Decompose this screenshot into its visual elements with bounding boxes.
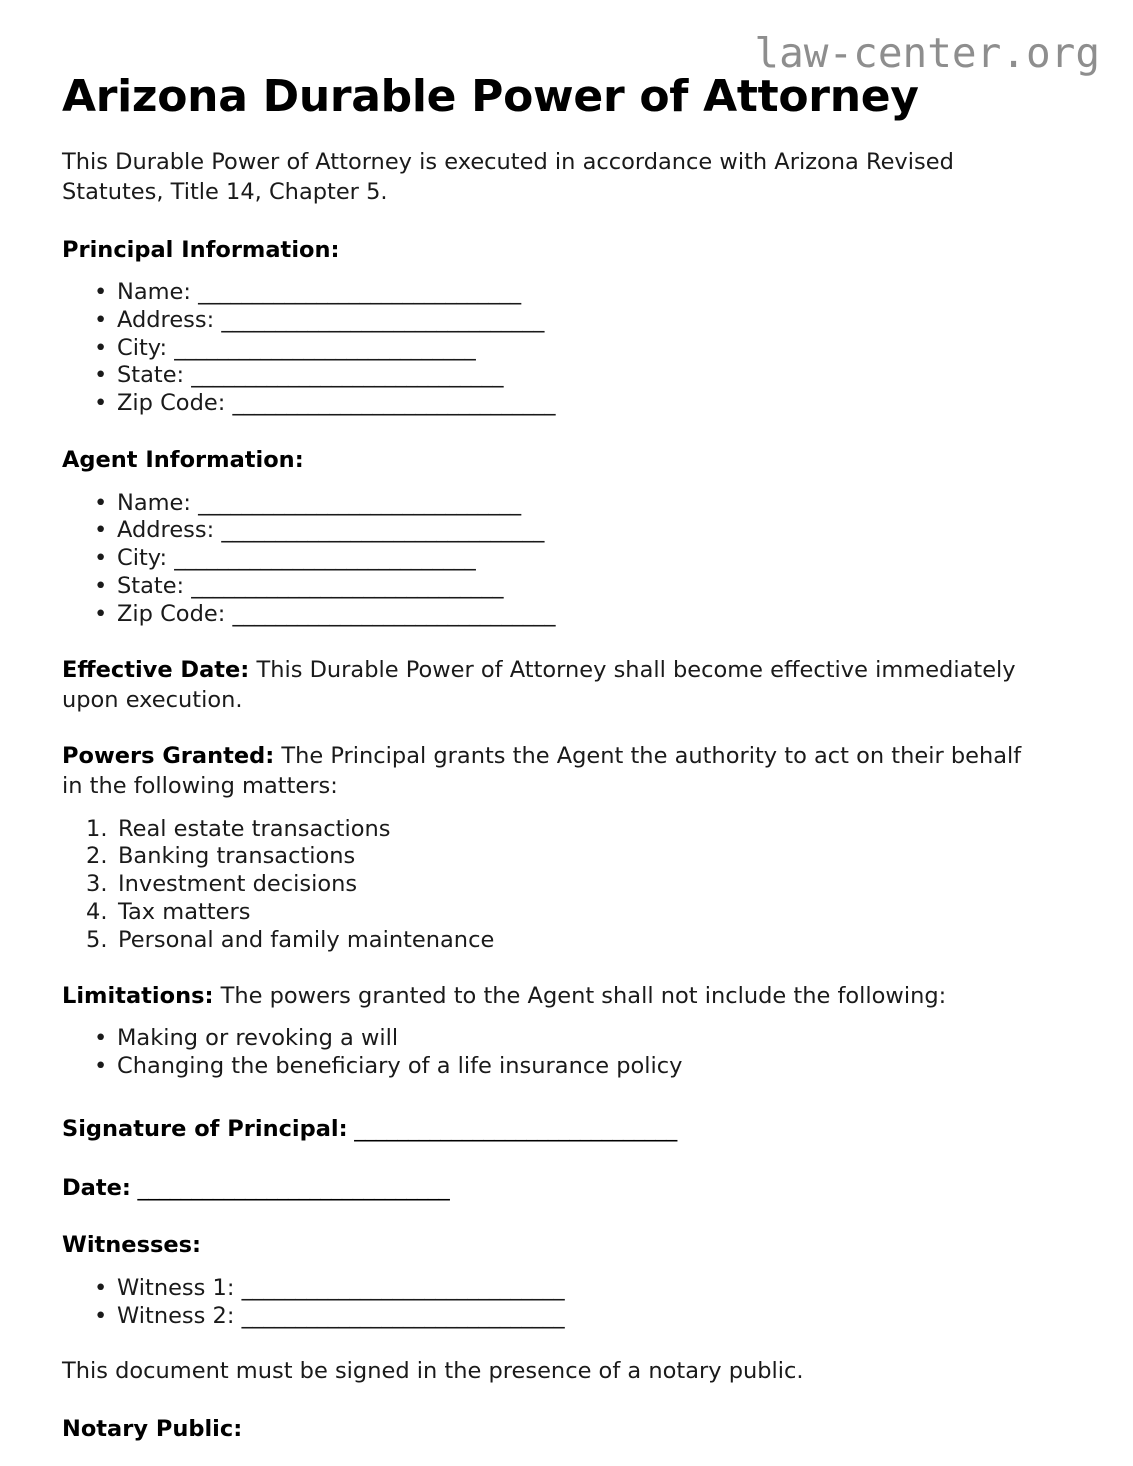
principal-information-heading: Principal Information: bbox=[62, 236, 340, 263]
signature-of-principal-line bbox=[62, 1081, 1047, 1144]
site-watermark: law-center.org bbox=[754, 29, 1100, 77]
field-blank-line[interactable]: ____________________________ bbox=[174, 545, 476, 572]
field-label: Address: bbox=[117, 517, 222, 544]
field-label: Name: bbox=[117, 278, 199, 305]
signature-blank-line[interactable]: ______________________________ bbox=[347, 1115, 677, 1142]
list-item: Real estate transactions bbox=[118, 815, 391, 842]
signature-label: Signature of Principal: bbox=[62, 1115, 348, 1142]
field-blank-line[interactable]: ______________________________ bbox=[232, 601, 555, 628]
date-line bbox=[62, 1144, 1047, 1203]
field-label: Name: bbox=[117, 489, 199, 516]
field-label: City: bbox=[117, 545, 175, 572]
powers-granted-label: Powers Granted: bbox=[62, 743, 275, 770]
list-item: Personal and family maintenance bbox=[118, 927, 495, 954]
agent-fields-list bbox=[62, 476, 1047, 629]
list-item: • Making or revoking a will bbox=[62, 1025, 1047, 1053]
list-item: Tax matters bbox=[118, 899, 251, 926]
notary-note-paragraph: This document must be signed in the presence of a notary public. bbox=[62, 1358, 804, 1385]
list-item: Banking transactions bbox=[118, 843, 356, 870]
powers-granted-paragraph bbox=[62, 715, 1047, 801]
list-item bbox=[62, 307, 1047, 335]
witness-label: Witness 1: bbox=[117, 1274, 242, 1301]
notary-public-heading: Notary Public: bbox=[62, 1415, 243, 1442]
field-blank-line[interactable]: ______________________________ bbox=[221, 517, 544, 544]
field-blank-line[interactable]: ______________________________ bbox=[198, 489, 521, 516]
limitations-text: The powers granted to the Agent shall not include the following: bbox=[213, 982, 947, 1009]
principal-fields-list bbox=[62, 265, 1047, 418]
list-item bbox=[62, 490, 1047, 518]
witness-blank-line[interactable]: ______________________________ bbox=[241, 1302, 565, 1329]
date-blank-line[interactable]: _____________________________ bbox=[130, 1175, 450, 1202]
field-label: City: bbox=[117, 334, 175, 361]
list-item bbox=[62, 517, 1047, 545]
list-item bbox=[62, 362, 1047, 390]
witnesses-heading: Witnesses: bbox=[62, 1232, 201, 1259]
limitations-list bbox=[62, 1011, 1047, 1081]
list-item bbox=[62, 1303, 1047, 1331]
field-label: Zip Code: bbox=[117, 390, 233, 417]
powers-granted-list bbox=[62, 802, 1047, 955]
list-item bbox=[62, 601, 1047, 629]
limitations-paragraph bbox=[62, 955, 1047, 1011]
list-item: • Changing the beneficiary of a life insurance policy bbox=[62, 1053, 1047, 1081]
date-label: Date: bbox=[62, 1175, 131, 1202]
list-item bbox=[62, 335, 1047, 363]
list-item bbox=[62, 573, 1047, 601]
agent-information-heading: Agent Information: bbox=[62, 447, 304, 474]
effective-date-text: This Durable Power of Attorney shall become effective immediately upon execution. bbox=[62, 656, 1016, 714]
list-item bbox=[62, 545, 1047, 573]
field-blank-line[interactable]: _____________________________ bbox=[191, 362, 504, 389]
field-label: Zip Code: bbox=[117, 601, 233, 628]
list-item: Investment decisions bbox=[118, 871, 358, 898]
page-title: Arizona Durable Power of Attorney bbox=[62, 71, 919, 122]
field-label: Address: bbox=[117, 306, 222, 333]
field-blank-line[interactable]: ______________________________ bbox=[198, 278, 521, 305]
effective-date-paragraph bbox=[62, 629, 1047, 715]
field-blank-line[interactable]: ______________________________ bbox=[232, 390, 555, 417]
list-item bbox=[62, 1275, 1047, 1303]
field-blank-line[interactable]: _____________________________ bbox=[191, 573, 504, 600]
field-blank-line[interactable]: ____________________________ bbox=[174, 334, 476, 361]
field-label: State: bbox=[117, 573, 192, 600]
witnesses-list bbox=[62, 1261, 1047, 1331]
witness-blank-line[interactable]: ______________________________ bbox=[241, 1274, 565, 1301]
effective-date-label: Effective Date: bbox=[62, 656, 250, 683]
list-item bbox=[62, 390, 1047, 418]
limitations-label: Limitations: bbox=[62, 982, 214, 1009]
witness-label: Witness 2: bbox=[117, 1302, 242, 1329]
field-label: State: bbox=[117, 362, 192, 389]
list-item bbox=[62, 279, 1047, 307]
field-blank-line[interactable]: ______________________________ bbox=[221, 306, 544, 333]
powers-granted-text: The Principal grants the Agent the authority to act on their behalf in the following matters: bbox=[62, 743, 1022, 800]
intro-paragraph: This Durable Power of Attorney is executed in accordance with Arizona Revised Statutes, Title 14, Chapter 5. bbox=[62, 149, 954, 206]
